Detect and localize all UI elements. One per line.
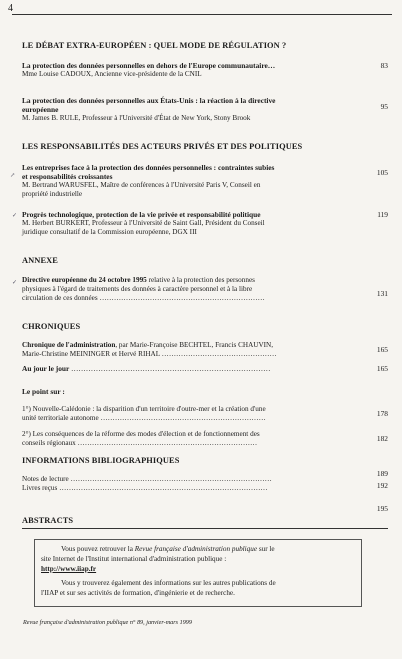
box-line-1-b: sur le: [257, 545, 275, 553]
section-heading-bibliographie: INFORMATIONS BIBLIOGRAPHIQUES: [22, 456, 180, 465]
page-number: 4: [8, 3, 13, 14]
entry-page-livres: 192: [376, 481, 388, 490]
entry-title-rule-l1: La protection des données personnelles aux États-Unis : la réaction à la directive: [22, 96, 276, 105]
entry-chronique-rest: , par Marie-Françoise BECHTEL, Francis CHAUVIN,: [115, 341, 274, 349]
entry-author-warusfel-l1: M. Bertrand WARUSFEL, Maître de conférences à l'Université Paris V, Conseil en: [22, 181, 261, 189]
entry-caledonie-l1: 1°) Nouvelle-Calédonie : la disparition d'un territoire d'outre-mer et la création d'une: [22, 405, 266, 413]
page-footer: Revue française d'administration publique n° 89, janvier-mars 1999: [23, 619, 192, 626]
entry-regionaux-l2: [22, 439, 257, 448]
entry-caledonie-l2: [22, 414, 266, 423]
entry-notes-de-lecture: [22, 475, 272, 484]
section-heading-abstracts: ABSTRACTS: [22, 516, 74, 525]
margin-mark: ↗: [10, 173, 16, 179]
entry-directive-l3: [22, 294, 265, 303]
entry-directive-l3-text: circulation de ces données: [22, 294, 98, 302]
box-line-1: [61, 545, 275, 554]
entry-author-burkert-l2: juridique consultatif de la Commission européenne, DGX III: [22, 228, 197, 236]
entry-title-rule-l2: européenne: [22, 105, 59, 114]
leader-dots: ………………………………………………………………………: [71, 364, 271, 373]
box-line-1-italic: Revue française d'administration publique: [134, 545, 258, 553]
entry-title-burkert: Progrès technologique, protection de la vie privée et responsabilité politique: [22, 210, 261, 219]
entry-page-regionaux: 182: [376, 434, 388, 443]
entry-page-burkert: 119: [377, 210, 388, 219]
website-info-box: [34, 539, 362, 607]
box-line-1-a: Vous pouvez retrouver la: [61, 545, 135, 553]
section-heading-chroniques: CHRONIQUES: [22, 322, 81, 331]
entry-author-warusfel-l2: propriété industrielle: [22, 190, 83, 198]
margin-mark: ✓: [12, 280, 18, 286]
entry-directive-rest: relative à la protection des personnes: [146, 276, 255, 284]
entry-title-cadoux: La protection des données personnelles en dehors de l'Europe communautaire…: [22, 61, 276, 70]
leader-dots: ……………………………………………………………: [99, 294, 265, 302]
entry-directive-l2: physiques à l'égard de traitements des données à caractère personnel et à la libre: [22, 285, 253, 293]
leader-dots: ……………………………………………………………………………: [59, 484, 268, 492]
entry-directive-bold: Directive européenne du 24 octobre 1995: [22, 276, 147, 284]
entry-page-warusfel: 105: [376, 168, 388, 177]
entry-page-rule: 95: [380, 102, 388, 111]
leader-dots: …………………………………………………………………: [77, 439, 258, 447]
entry-chronique-l1: [22, 341, 273, 350]
entry-author-rule: M. James B. RULE, Professeur à l'Université d'État de New York, Stony Brook: [22, 114, 251, 122]
entry-chronique-l2: [22, 350, 277, 359]
entry-caledonie-l2-text: unité territoriale autonome: [22, 414, 99, 422]
leader-dots: …………………………………………………………………………: [70, 475, 272, 483]
entry-chronique-l2-text: Marie-Christine MEININGER et Hervé RIHAL: [22, 350, 160, 358]
section-heading-responsibilities: LES RESPONSABILITÉS DES ACTEURS PRIVÉS ET DES POLITIQUES: [22, 142, 303, 151]
box-line-4: Vous y trouverez également des informations sur les autres publications de: [61, 579, 276, 587]
abstracts-rule: [22, 528, 388, 529]
entry-chronique-bold: Chronique de l'administration: [22, 341, 116, 349]
entry-page-au-jour-le-jour: 165: [376, 364, 388, 373]
entry-notes-text: Notes de lecture: [22, 475, 69, 483]
section-heading-annexe: ANNEXE: [22, 256, 58, 265]
margin-mark: ✓: [12, 213, 18, 219]
entry-page-cadoux: 83: [380, 61, 388, 70]
entry-title-warusfel-l1: Les entreprises face à la protection des données personnelles : contraintes subies: [22, 163, 275, 172]
entry-page-notes: 189: [376, 469, 388, 478]
entry-title-warusfel-l2: et responsabilités croissantes: [22, 172, 113, 181]
entry-author-burkert-l1: M. Herbert BURKERT, Professeur à l'Université de Saint Gall, Président du Conseil: [22, 219, 265, 227]
entry-page-abstracts: 195: [376, 504, 388, 513]
entry-livres-text: Livres reçus: [22, 484, 58, 492]
entry-directive-l1: [22, 276, 255, 285]
iiap-url-link[interactable]: http://www.iiap.fr: [41, 565, 97, 573]
box-line-2: site Internet de l'Institut international d'administration publique :: [41, 555, 227, 563]
entry-page-caledonie: 178: [376, 409, 388, 418]
entry-page-directive: 131: [376, 289, 388, 298]
entry-author-cadoux: Mme Louise CADOUX, Ancienne vice-présidente de la CNIL: [22, 70, 202, 78]
entry-au-jour-le-jour: [22, 364, 271, 373]
entry-page-chronique: 165: [376, 345, 388, 354]
leader-dots: …………………………………………: [161, 350, 277, 358]
entry-regionaux-l2-text: conseils régionaux: [22, 439, 76, 447]
entry-au-jour-le-jour-text: Au jour le jour: [22, 364, 70, 373]
entry-regionaux-l1: 2°) Les conséquences de la réforme des modes d'élection et de fonctionnement des: [22, 430, 260, 438]
box-line-5: l'IIAP et sur ses activités de formation, d'ingénierie et de recherche.: [41, 589, 235, 597]
top-rule: [12, 14, 392, 15]
entry-livres-recus: [22, 484, 268, 493]
leader-dots: ……………………………………………………………: [100, 414, 266, 422]
section-heading-extra-european: LE DÉBAT EXTRA-EUROPÉEN : QUEL MODE DE RÉGULATION ?: [22, 41, 287, 50]
entry-le-point-sur: Le point sur :: [22, 387, 65, 396]
